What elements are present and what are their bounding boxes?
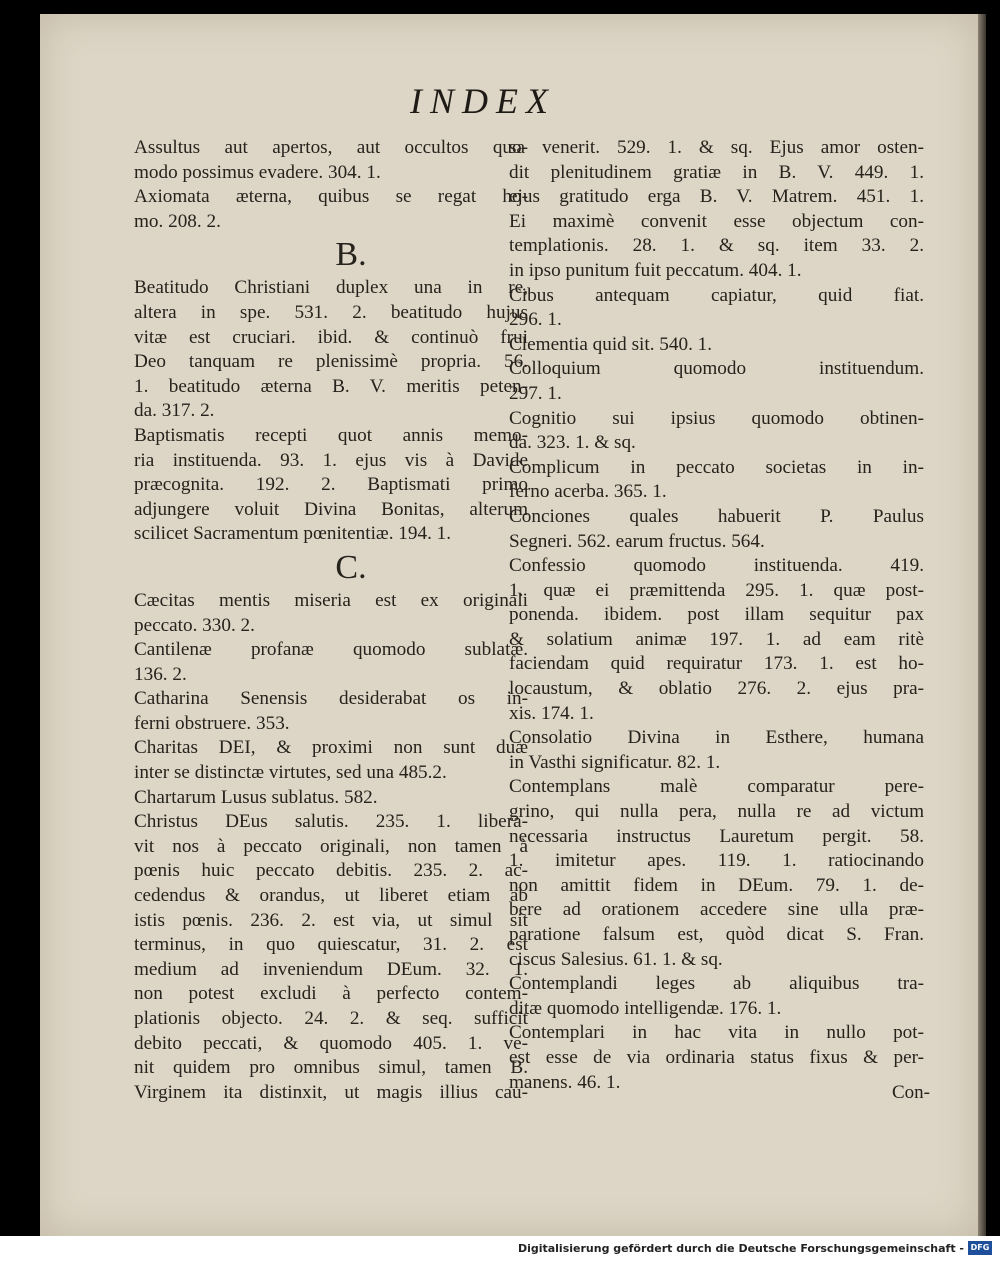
index-line: debito peccati, & quomodo 405. 1. ve- [134, 1032, 528, 1054]
index-line: Catharina Senensis desiderabat os in- [134, 688, 528, 710]
index-line: Assultus aut apertos, aut occultos quo- [134, 137, 528, 158]
index-line: Contemplandi leges ab aliquibus tra- [509, 973, 924, 995]
index-line: ciscus Salesius. 61. 1. & sq. [509, 948, 723, 970]
index-line: Cæcitas mentis miseria est ex originali [134, 589, 528, 611]
index-line: Ei maximè convenit esse objectum con- [509, 210, 924, 232]
index-line: Chartarum Lusus sublatus. 582. [134, 786, 378, 808]
index-line: Baptismatis recepti quot annis memo- [134, 424, 528, 446]
index-line: 1. quæ ei præmittenda 295. 1. quæ post- [509, 579, 924, 601]
index-line: Conciones quales habuerit P. Paulus [509, 505, 924, 527]
index-line: altera in spe. 531. 2. beatitudo hujus [134, 301, 528, 323]
index-line: Contemplari in hac vita in nullo pot- [509, 1022, 924, 1044]
index-line: bere ad orationem accedere sine ulla præ- [509, 899, 924, 921]
index-line: 296. 1. [509, 309, 562, 331]
index-line: adjungere voluit Divina Bonitas, alterum [134, 498, 528, 520]
catchword: Con- [892, 1082, 930, 1103]
index-line: ditæ quomodo intelligendæ. 176. 1. [509, 997, 782, 1019]
index-line: Cognitio sui ipsius quomodo obtinen- [509, 407, 924, 429]
index-line: ferni obstruere. 353. [134, 712, 290, 734]
index-line: 1. beatitudo æterna B. V. meritis peten- [134, 375, 528, 397]
index-line: Consolatio Divina in Esthere, humana [509, 727, 924, 749]
index-line: ponenda. ibidem. post illam sequitur pax [509, 604, 924, 626]
index-line: terminus, in quo quiescatur, 31. 2. est [134, 934, 528, 956]
index-line: templationis. 28. 1. & sq. item 33. 2. [509, 235, 924, 257]
index-line: Cantilenæ profanæ quomodo sublatæ. [134, 639, 528, 661]
index-line: locaustum, & oblatio 276. 2. ejus pra- [509, 678, 924, 700]
index-line: 1. imitetur apes. 119. 1. ratiocinando [509, 850, 924, 872]
index-line: Virginem ita distinxit, ut magis illius cau- [134, 1081, 528, 1103]
index-line: necessaria instructus Lauretum pergit. 58. [509, 825, 924, 847]
index-line: Contemplans malè comparatur pere- [509, 776, 924, 798]
index-line: Christus DEus salutis. 235. 1. libera- [134, 811, 528, 833]
index-line: modo possimus evadere. 304. 1. [134, 161, 381, 183]
book-spine [978, 14, 986, 1236]
index-line: Clementia quid sit. 540. 1. [509, 333, 713, 355]
index-line: præcognita. 192. 2. Baptismati primo [134, 474, 528, 496]
index-line: mo. 208. 2. [134, 210, 221, 232]
index-line: da. 317. 2. [134, 400, 215, 422]
index-line: istis pœnis. 236. 2. est via, ut simul sit [134, 909, 528, 931]
index-line: Deo tanquam re plenissimè propria. 56. [134, 351, 528, 373]
footer-credit: Digitalisierung gefördert durch die Deutsche Forschungsgemeinschaft - [517, 1242, 964, 1255]
index-line: non potest excludi à perfecto contem- [134, 983, 528, 1005]
index-line: faciendam quid requiratur 173. 1. est ho- [509, 653, 924, 675]
index-line: ferno acerba. 365. 1. [509, 481, 667, 503]
index-line: vit nos à peccato originali, non tamen à [134, 835, 528, 857]
index-line: & solatium animæ 197. 1. ad eam ritè [509, 628, 924, 650]
index-line: non amittit fidem in DEum. 79. 1. de- [509, 874, 924, 896]
index-line: dit plenitudinem gratiæ in B. V. 449. 1. [509, 161, 924, 183]
page-title: INDEX [410, 81, 556, 121]
index-line: plationis objecto. 24. 2. & seq. sufficit [134, 1008, 528, 1029]
index-line: nit quidem pro omnibus simul, tamen B. [134, 1057, 528, 1079]
index-line: manens. 46. 1. [509, 1071, 621, 1093]
index-line: sa venerit. 529. 1. & sq. Ejus amor osten- [509, 137, 924, 158]
index-line: Confessio quomodo instituenda. 419. [509, 555, 924, 577]
section-letter: B. [335, 236, 367, 274]
index-line: 136. 2. [134, 663, 187, 685]
section-letter: C. [335, 548, 367, 586]
dfg-logo-icon: DFG [968, 1241, 992, 1255]
index-line: medium ad inveniendum DEum. 32. 1. [134, 958, 528, 980]
index-line: Cibus antequam capiatur, quid fiat. [509, 284, 924, 306]
footer-bar [0, 1236, 1000, 1264]
index-line: peccato. 330. 2. [134, 614, 255, 636]
index-line: da. 323. 1. & sq. [509, 432, 636, 454]
index-line: grino, qui nulla pera, nulla re ad victum [509, 801, 924, 823]
index-line: ria instituenda. 93. 1. ejus vis à Davide [134, 449, 528, 471]
right-column [509, 136, 924, 1095]
index-line: xis. 174. 1. [509, 702, 594, 724]
index-line: est esse de via ordinaria status fixus & per- [509, 1046, 924, 1068]
index-line: scilicet Sacramentum pœnitentiæ. 194. 1. [134, 523, 452, 545]
index-line: Complicum in peccato societas in in- [509, 456, 924, 478]
index-line: Axiomata æterna, quibus se regat ho- [134, 186, 528, 208]
left-column [134, 136, 528, 1105]
index-line: inter se distinctæ virtutes, sed una 485.2. [134, 762, 447, 784]
index-line: vitæ est cruciari. ibid. & continuò frui [134, 326, 528, 348]
index-line: cedendus & orandus, ut liberet etiam ab [134, 885, 528, 907]
index-line: Charitas DEI, & proximi non sunt duæ [134, 737, 528, 759]
index-line: Segneri. 562. earum fructus. 564. [509, 530, 765, 552]
index-line: ejus gratitudo erga B. V. Matrem. 451. 1. [509, 186, 924, 208]
index-line: in ipso punitum fuit peccatum. 404. 1. [509, 259, 802, 281]
index-line: Beatitudo Christiani duplex una in re, [134, 277, 528, 299]
index-line: paratione falsum est, quòd dicat S. Fran. [509, 924, 924, 945]
index-line: 297. 1. [509, 382, 562, 404]
index-line: pœnis huic peccato debitis. 235. 2. ac- [134, 860, 528, 882]
index-line: Colloquium quomodo instituendum. [509, 358, 924, 380]
index-line: in Vasthi significatur. 82. 1. [509, 751, 721, 773]
